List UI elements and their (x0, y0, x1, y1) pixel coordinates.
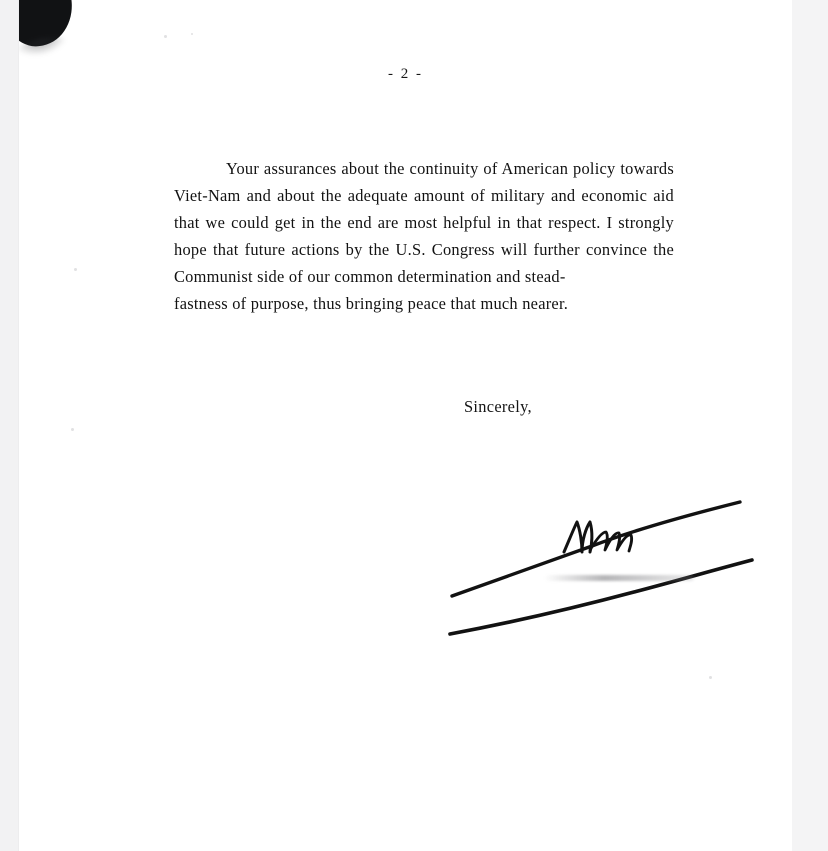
signature-smudge (544, 575, 694, 581)
letter-paragraph-2: fastness of purpose, thus bringing peace that much nearer. (174, 294, 569, 313)
page-number: - 2 - (388, 66, 423, 82)
letter-paragraph-1 (174, 155, 674, 290)
scan-left-gutter (0, 0, 19, 851)
document-page (19, 0, 792, 851)
letter-body (174, 155, 674, 317)
letter-closing: Sincerely, (464, 397, 532, 416)
scan-right-gutter (792, 0, 828, 851)
letter-paragraph-1-text: Your assurances about the continuity of American policy towards Viet-Nam and about the adequate amount of military and economic aid that we could get in the end are most helpful in that respect. I strongly hope that future actions by the U.S. Congress will further convince the Communist side of our common determination and stead- (174, 159, 674, 286)
paper-speck (71, 428, 74, 431)
paper-speck (164, 35, 167, 38)
finger-obstruction-icon (19, 0, 80, 53)
paper-speck (74, 268, 77, 271)
signature-mark (414, 480, 754, 660)
paper-speck (709, 676, 712, 679)
paper-speck (191, 33, 193, 35)
